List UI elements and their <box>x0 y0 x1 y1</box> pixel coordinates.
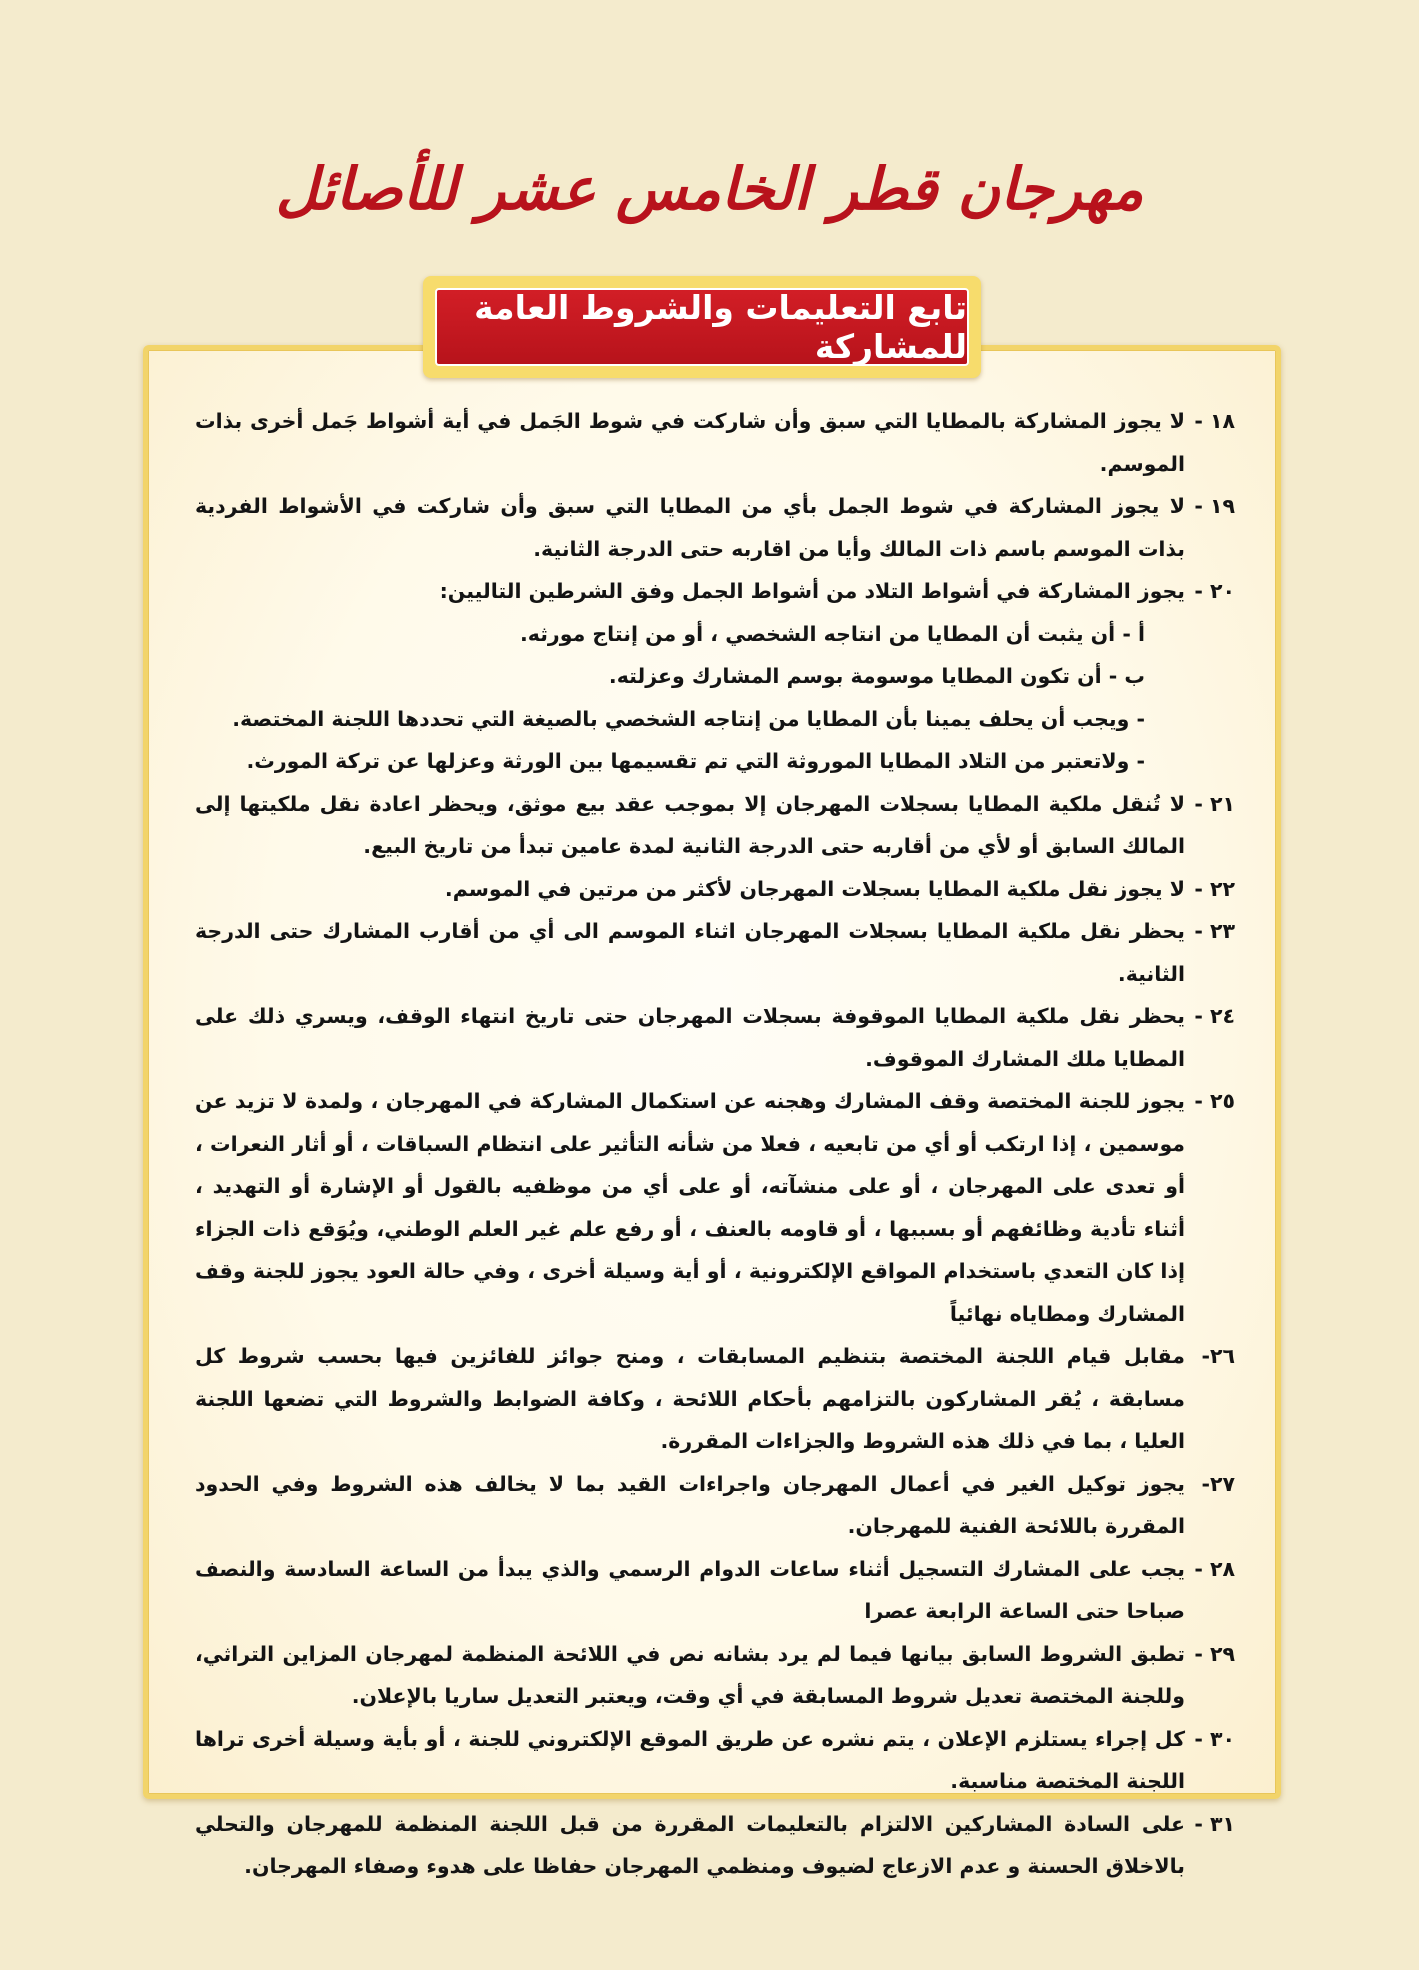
clause-number: ٢٠ - <box>1194 579 1235 603</box>
clause-number: ١٨ - <box>1194 409 1235 433</box>
clause-text: - ويجب أن يحلف يمينا بأن المطايا من إنتاجه الشخصي بالصيغة التي تحددها اللجنة المختصة. <box>232 706 1145 731</box>
clause-number: ٢١ - <box>1194 791 1235 816</box>
clause-number: ٢٢ - <box>1194 876 1235 901</box>
clause-text: تطبق الشروط السابق بيانها فيما لم يرد بشانه نص في اللائحة المنظمة لمهرجان المزاين التراثي، وللجنة المختصة تعديل شروط المسابقة في أي وقت، ويعتبر التعديل ساريا بالإعلان. <box>195 1641 1185 1708</box>
clause-text: يجوز المشاركة في أشواط التلاد من أشواط الجمل وفق الشرطين التاليين: <box>439 579 1185 603</box>
clause-item <box>195 1548 1235 1633</box>
clause-item <box>195 1335 1235 1463</box>
section-title: تابع التعليمات والشروط العامة للمشاركة <box>435 288 969 366</box>
clause-number <box>1185 740 1235 783</box>
clause-item <box>195 485 1235 570</box>
clause-item <box>195 740 1235 783</box>
clause-text: يحظر نقل ملكية المطايا الموقوفة بسجلات المهرجان حتى تاريخ انتهاء الوقف، ويسري ذلك على المطايا ملك المشارك الموقوف. <box>195 1004 1185 1071</box>
clause-text: يجب على المشارك التسجيل أثناء ساعات الدوام الرسمي والذي يبدأ من الساعة السادسة والنصف صباحا حتى الساعة الرابعة عصرا <box>195 1556 1185 1623</box>
clause-number: ٢٧- <box>1201 1471 1235 1496</box>
clause-text: على السادة المشاركين الالتزام بالتعليمات المقررة من قبل اللجنة المنظمة للمهرجان والتحلي بالاخلاق الحسنة و عدم الازعاج لضيوف ومنظمي المهرجان حفاظا على هدوء وصفاء المهرجان. <box>195 1811 1185 1878</box>
clause-number: ٢٦- <box>1201 1344 1235 1368</box>
clause-text: - ولاتعتبر من التلاد المطايا الموروثة التي تم تقسيمها بين الورثة وعزلها عن تركة المورث. <box>246 749 1145 773</box>
clause-number: ٢٨ - <box>1194 1556 1235 1581</box>
clause-item <box>195 613 1235 656</box>
clause-text: لا يجوز المشاركة بالمطايا التي سبق وأن شاركت في شوط الجَمل في أية أشواط جَمل أخرى بذات الموسم. <box>195 409 1185 476</box>
clause-text: لا يجوز نقل ملكية المطايا بسجلات المهرجان لأكثر من مرتين في الموسم. <box>444 876 1185 901</box>
clause-item <box>195 698 1235 741</box>
clause-number: ٣١ - <box>1194 1811 1235 1836</box>
clause-number <box>1185 698 1235 741</box>
clause-item <box>195 868 1235 911</box>
clause-number <box>1185 655 1235 698</box>
clause-number: ٢٩ - <box>1194 1641 1235 1666</box>
clause-item <box>195 1463 1235 1548</box>
clause-item <box>195 570 1235 613</box>
clause-item <box>195 1718 1235 1803</box>
clauses-list <box>195 400 1235 1888</box>
clause-item <box>195 1803 1235 1888</box>
clause-number <box>1185 613 1235 656</box>
clause-number: ٣٠ - <box>1194 1726 1235 1751</box>
clause-item <box>195 655 1235 698</box>
clause-item <box>195 783 1235 868</box>
clause-text: أ - أن يثبت أن المطايا من انتاجه الشخصي ، أو من إنتاج مورثه. <box>520 621 1145 646</box>
section-banner <box>423 276 981 378</box>
clause-item <box>195 400 1235 485</box>
clause-text: مقابل قيام اللجنة المختصة بتنظيم المسابقات ، ومنح جوائز للفائزين فيها بحسب شروط كل مسابقة ، يُقر المشاركون بالتزامهم بأحكام اللائحة ، وكافة الضوابط والشروط التي تضعها اللجنة العليا ، بما في ذلك هذه الشروط والجزاءات المقررة. <box>195 1344 1185 1453</box>
clause-text: يحظر نقل ملكية المطايا بسجلات المهرجان اثناء الموسم الى أي من أقارب المشارك حتى الدرجة الثانية. <box>195 919 1185 986</box>
clause-text: ب - أن تكون المطايا موسومة بوسم المشارك وعزلته. <box>608 664 1145 688</box>
clause-text: كل إجراء يستلزم الإعلان ، يتم نشره عن طريق الموقع الإلكتروني للجنة ، أو بأية وسيلة أخرى تراها اللجنة المختصة مناسبة. <box>195 1726 1185 1793</box>
clause-item <box>195 910 1235 995</box>
clause-number: ٢٥ - <box>1194 1089 1235 1113</box>
clause-number: ٢٤ - <box>1194 1004 1235 1028</box>
page-title: مهرجان قطر الخامس عشر للأصائل <box>275 155 1144 223</box>
clause-text: يجوز توكيل الغير في أعمال المهرجان واجراءات القيد بما لا يخالف هذه الشروط وفي الحدود المقررة باللائحة الفنية للمهرجان. <box>195 1471 1185 1538</box>
clause-text: يجوز للجنة المختصة وقف المشارك وهجنه عن استكمال المشاركة في المهرجان ، ولمدة لا تزيد عن موسمين ، إذا ارتكب أو أي من تابعيه ، فعلا من شأنه التأثير على انتظام السباقات ، أو أثار النعرات ، أو تعدى على المهرجان ، أو على منشآته، أو على أي من موظفيه بالقول أو الإشارة أو التهديد ، أثناء تأدية وظائفهم أو بسببها ، أو قاومه بالعنف ، أو رفع علم غير العلم الوطني، ويُوَقع ذات الجزاء إذا كان التعدي باستخدام المواقع الإلكترونية ، أو أية وسيلة أخرى ، وفي حالة العود يجوز للجنة وقف المشارك ومطاياه نهائياً <box>195 1089 1185 1326</box>
clause-number: ٢٣ - <box>1194 919 1235 943</box>
clause-item <box>195 1080 1235 1335</box>
clause-text: لا يجوز المشاركة في شوط الجمل بأي من المطايا التي سبق وأن شاركت في الأشواط الفردية بذات الموسم باسم ذات المالك وأيا من اقاربه حتى الدرجة الثانية. <box>195 494 1185 561</box>
clause-text: لا تُنقل ملكية المطايا بسجلات المهرجان إلا بموجب عقد بيع موثق، ويحظر اعادة نقل ملكيتها إلى المالك السابق أو لأي من أقاربه حتى الدرجة الثانية لمدة عامين تبدأ من تاريخ البيع. <box>195 791 1185 858</box>
clause-number: ١٩ - <box>1194 494 1235 518</box>
clause-item <box>195 1633 1235 1718</box>
clause-item <box>195 995 1235 1080</box>
